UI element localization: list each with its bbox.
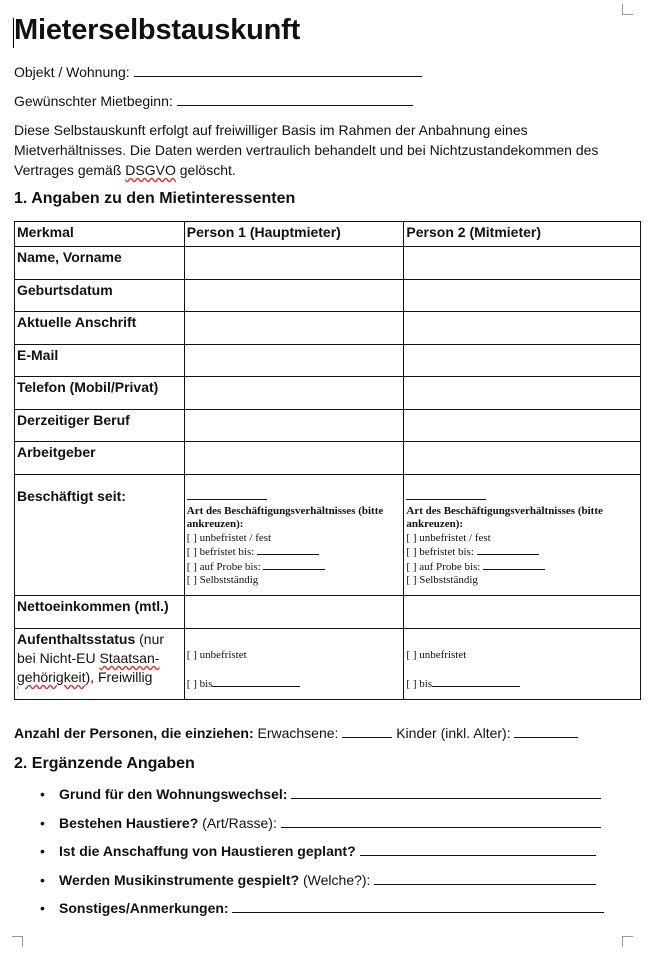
option-unbefristet[interactable]: [ ] unbefristet — [406, 649, 467, 661]
person2-cell[interactable] — [404, 377, 641, 410]
mietbeginn-label: Gewünschter Mietbeginn: — [14, 93, 173, 109]
header-person1: Person 1 (Hauptmieter) — [184, 222, 404, 247]
residence-row — [15, 629, 641, 700]
option-bis[interactable]: [ ] bis — [186, 678, 213, 690]
residence-label — [15, 629, 185, 700]
income-label — [15, 596, 185, 629]
person1-cell[interactable] — [184, 442, 404, 475]
person2-cell[interactable] — [404, 442, 641, 475]
blank-line — [432, 677, 520, 687]
table-row — [15, 345, 641, 377]
adults-blank[interactable] — [342, 725, 392, 738]
person1-cell[interactable] — [184, 280, 404, 312]
residence-label-text2: ), Freiwillig — [85, 669, 153, 685]
person2-cell[interactable] — [404, 312, 641, 345]
since-blank[interactable] — [406, 489, 486, 500]
item-question: Grund für den Wohnungswechsel: — [59, 786, 288, 802]
table-row — [15, 280, 641, 312]
row-label: Geburtsdatum — [15, 280, 185, 312]
person1-cell[interactable] — [184, 596, 404, 629]
person1-residence-cell[interactable] — [184, 629, 404, 700]
person2-cell[interactable] — [404, 410, 641, 442]
crop-mark-bottom-left — [12, 936, 23, 947]
person2-cell[interactable] — [404, 247, 641, 280]
option-bis[interactable]: [ ] bis — [406, 678, 433, 690]
person1-cell[interactable] — [184, 345, 404, 377]
tenant-table — [14, 221, 641, 700]
crop-mark-bottom-right — [622, 936, 633, 947]
blank-line — [263, 560, 325, 570]
option-unbefristet[interactable]: [ ] unbefristet — [186, 649, 247, 661]
blank-line — [257, 545, 319, 555]
person2-residence-cell[interactable] — [404, 629, 641, 700]
header-person2: Person 2 (Mitmieter) — [404, 222, 641, 247]
employment-type-title: Art des Beschäftigungsverhältnisses (bitte ankreuzen): — [406, 504, 603, 530]
additional-info-list — [14, 786, 640, 929]
answer-blank[interactable] — [281, 815, 601, 828]
residence-label-text: (nur bei Nicht-EU — [17, 631, 165, 666]
persons-line — [14, 725, 578, 741]
row-label: Aktuelle Anschrift — [15, 312, 185, 345]
residence-label-bold: Aufenthaltsstatus — [17, 631, 136, 647]
list-item[interactable] — [14, 872, 640, 901]
adults-label: Erwachsene: — [257, 725, 339, 741]
mietbeginn-blank[interactable] — [177, 93, 413, 106]
table-header-row — [15, 222, 641, 247]
header-merkmal: Merkmal — [15, 222, 185, 247]
option-selbststaendig[interactable]: [ ] Selbstständig — [406, 574, 478, 586]
option-unbefristet[interactable]: [ ] unbefristet / fest — [406, 531, 491, 544]
item-question: Werden Musikinstrumente gespielt? — [59, 871, 300, 888]
person1-cell[interactable] — [184, 377, 404, 410]
person2-cell[interactable] — [404, 345, 641, 377]
intro-text: Diese Selbstauskunft erfolgt auf freiwilliger Basis im Rahmen der Anbahnung eines Mietverhältnisses. Die Daten werden vertraulich behandelt und bei Nichtzustandekommen des Vertrages gemäß — [14, 122, 599, 178]
row-label: E-Mail — [15, 345, 185, 377]
section1-heading: 1. Angaben zu den Mietinteressenten — [14, 190, 296, 207]
objekt-label: Objekt / Wohnung: — [14, 64, 130, 80]
list-item[interactable] — [14, 815, 640, 844]
section2-heading: 2. Ergänzende Angaben — [14, 755, 195, 772]
option-befristet[interactable]: [ ] befristet bis: — [406, 546, 474, 558]
crop-mark-top-right — [622, 4, 633, 15]
item-question: Sonstiges/Anmerkungen: — [59, 900, 229, 916]
person1-cell[interactable] — [184, 410, 404, 442]
dsgvo-term: DSGVO — [125, 162, 176, 178]
employment-label: Beschäftigt seit: — [15, 475, 185, 596]
income-row — [15, 596, 641, 629]
employment-row — [15, 475, 641, 596]
row-label: Arbeitgeber — [15, 442, 185, 475]
intro-text-end: gelöscht. — [175, 162, 236, 178]
row-label: Telefon (Mobil/Privat) — [15, 377, 185, 410]
option-befristet[interactable]: [ ] befristet bis: — [186, 546, 255, 558]
item-hint: (Welche?): — [299, 871, 371, 888]
option-probe[interactable]: [ ] auf Probe bis: — [186, 560, 261, 573]
objekt-blank[interactable] — [134, 64, 422, 77]
table-row — [15, 247, 641, 280]
document-title: Mieterselbstauskunft — [14, 14, 301, 46]
person1-employment-cell[interactable] — [184, 475, 404, 596]
table-row — [15, 410, 641, 442]
row-label: Name, Vorname — [15, 247, 185, 280]
item-hint: (Art/Rasse): — [198, 814, 277, 831]
table-row — [15, 377, 641, 410]
item-question: Ist die Anschaffung von Haustieren geplant? — [59, 843, 356, 859]
children-blank[interactable] — [514, 725, 578, 738]
list-item[interactable] — [14, 843, 640, 872]
person2-employment-cell[interactable] — [404, 475, 641, 596]
residence-label-staat: Staatsan-gehörigkeit — [17, 650, 160, 685]
answer-blank[interactable] — [360, 843, 596, 856]
answer-blank[interactable] — [232, 900, 604, 913]
intro-paragraph — [14, 120, 634, 180]
row-label: Derzeitiger Beruf — [15, 410, 185, 442]
item-question: Bestehen Haustiere? — [59, 814, 199, 831]
answer-blank[interactable] — [374, 872, 596, 885]
persons-label: Anzahl der Personen, die einziehen: — [14, 725, 254, 741]
mietbeginn-field[interactable] — [14, 93, 413, 109]
objekt-field[interactable] — [14, 64, 422, 80]
table-row — [15, 312, 641, 345]
blank-line — [477, 545, 539, 555]
list-item[interactable] — [14, 786, 640, 815]
option-selbststaendig[interactable]: [ ] Selbstständig — [186, 574, 259, 586]
employment-type-title: Art des Beschäftigungsverhältnisses (bitte ankreuzen): — [186, 504, 384, 530]
person1-cell[interactable] — [184, 247, 404, 280]
option-unbefristet[interactable]: [ ] unbefristet / fest — [186, 531, 272, 544]
person1-cell[interactable] — [184, 312, 404, 345]
table-row — [15, 442, 641, 475]
answer-blank[interactable] — [291, 786, 601, 799]
blank-line — [212, 677, 300, 687]
person2-cell[interactable] — [404, 280, 641, 312]
person2-cell[interactable] — [404, 596, 641, 629]
income-label-text: Nettoeinkommen (mtl.) — [17, 598, 169, 614]
list-item[interactable] — [14, 900, 640, 929]
option-probe[interactable]: [ ] auf Probe bis: — [406, 560, 481, 573]
children-label: Kinder (inkl. Alter): — [396, 725, 511, 741]
since-blank[interactable] — [187, 489, 267, 500]
blank-line — [483, 560, 545, 570]
